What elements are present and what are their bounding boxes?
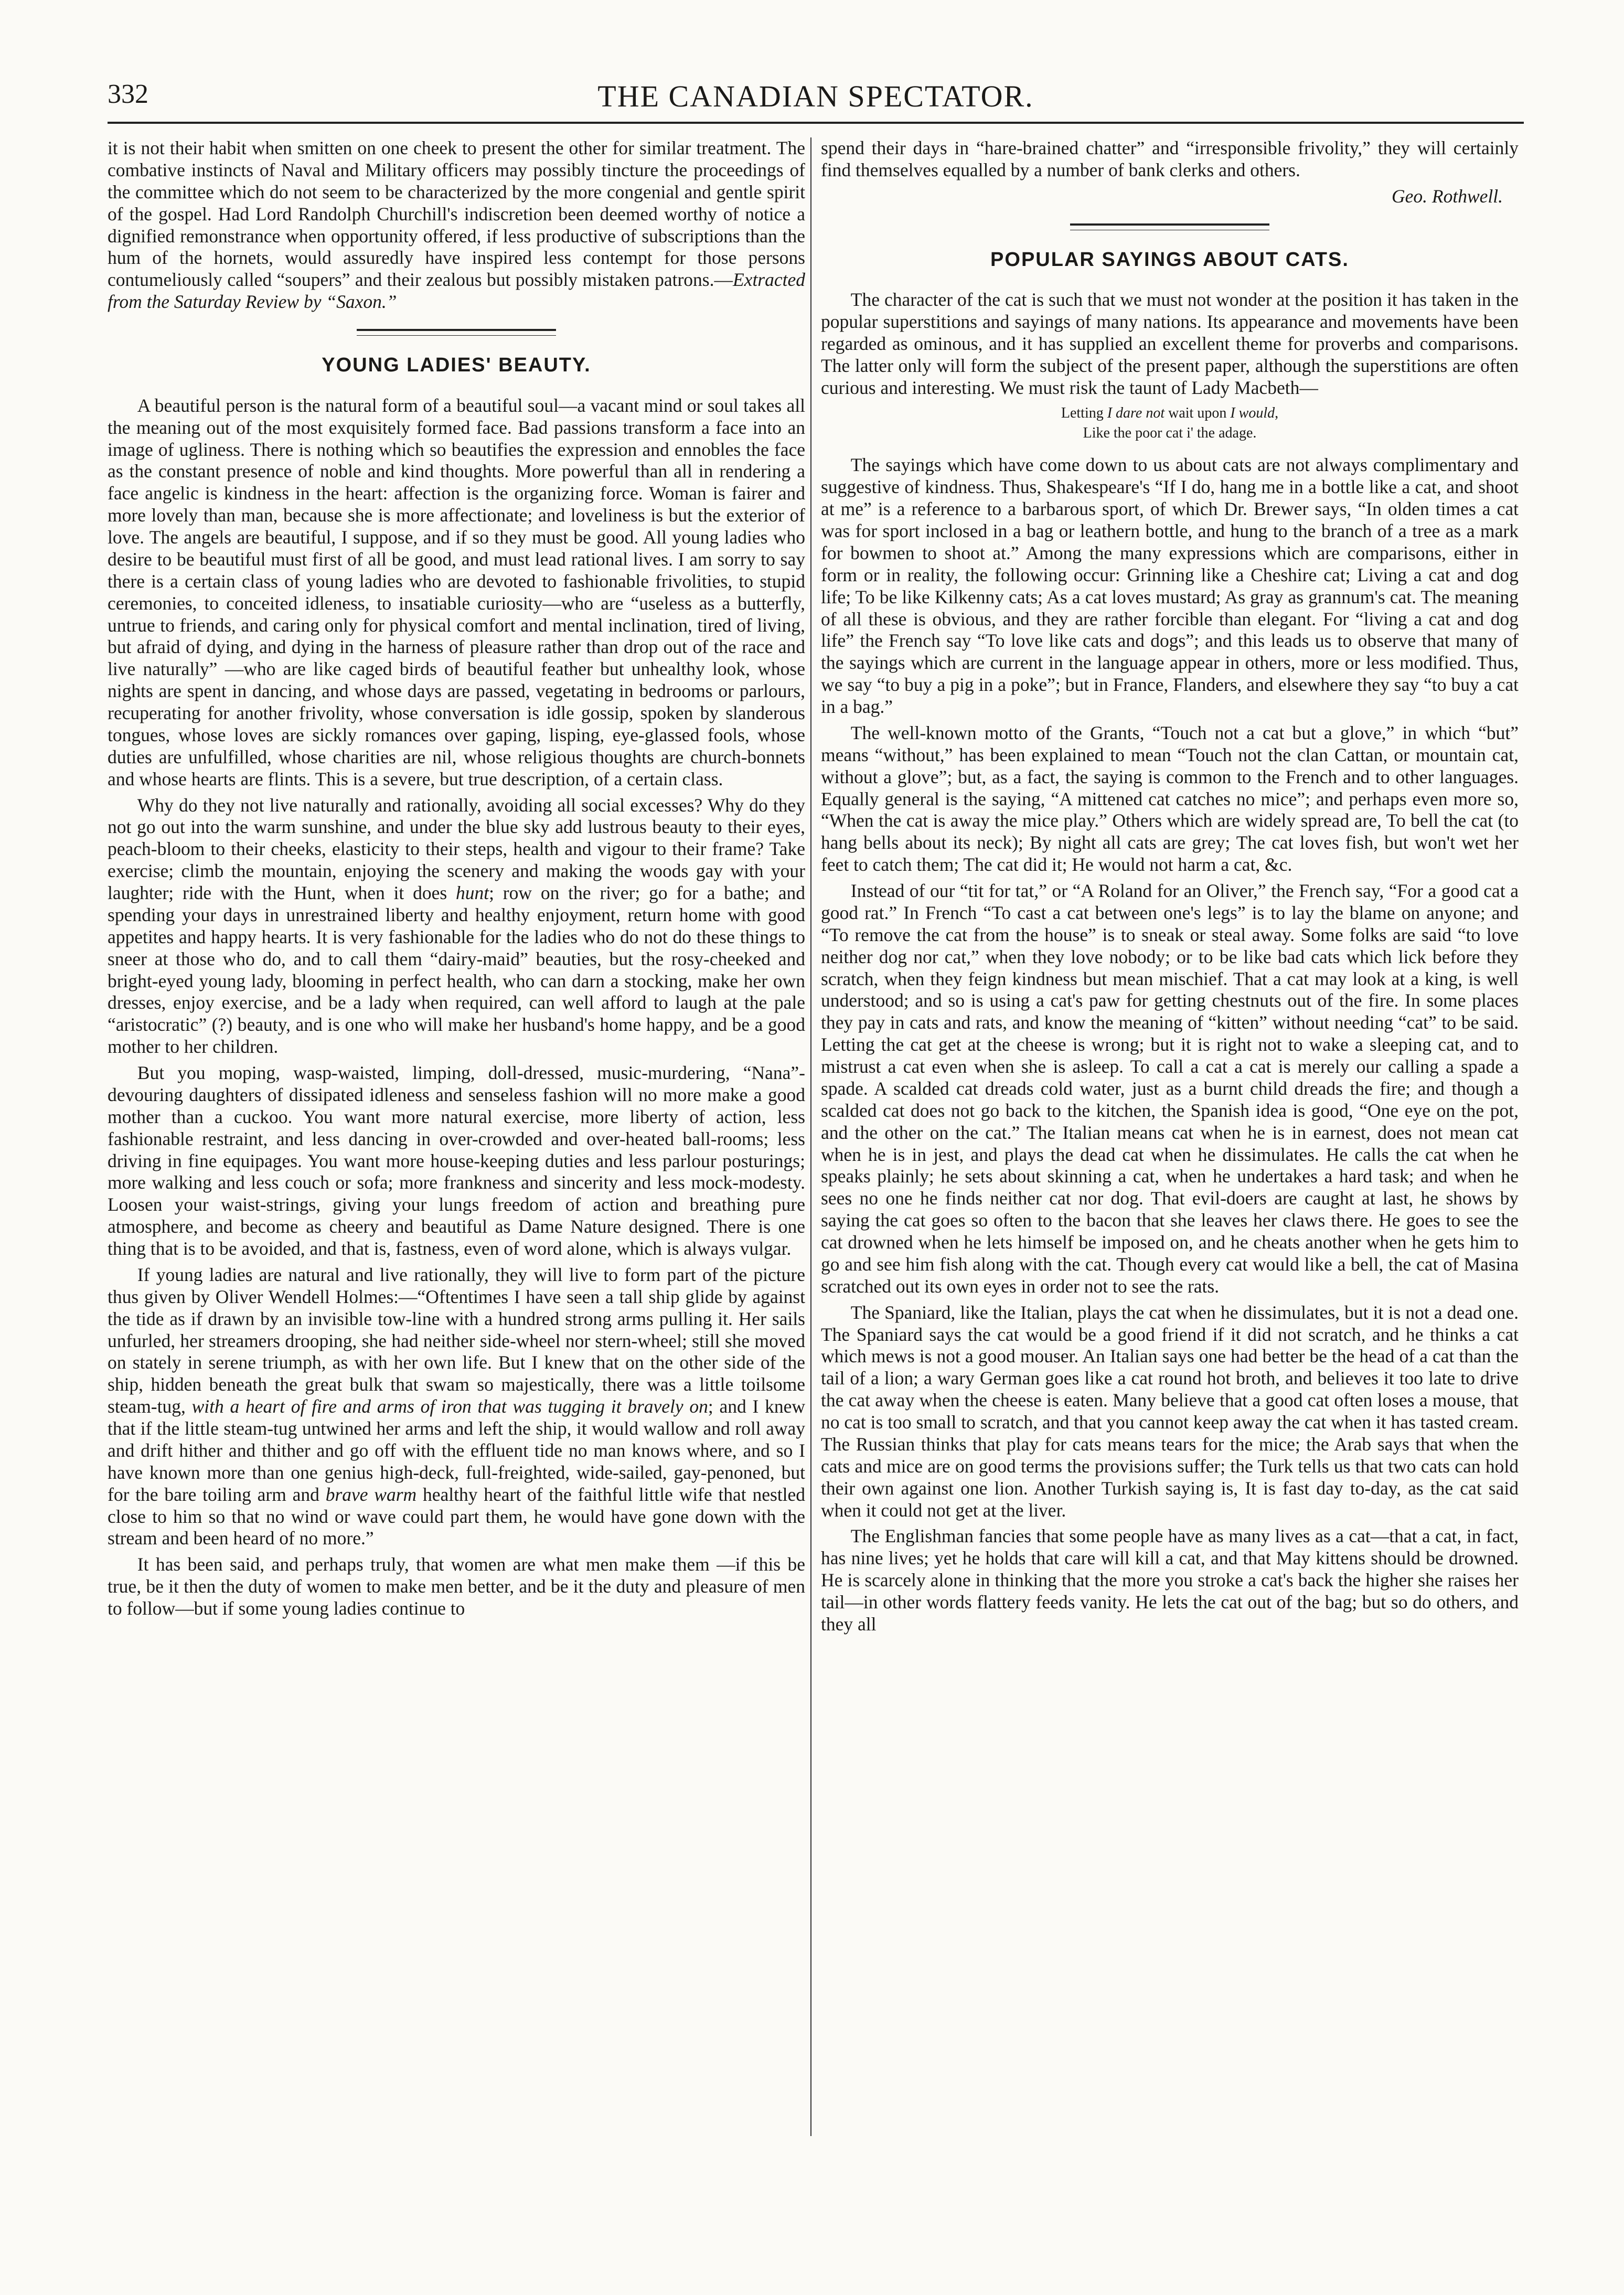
author-signature: Geo. Rothwell. <box>1392 185 1503 207</box>
paragraph: The character of the cat is such that we must not wonder at the position it has taken in the popular superstitions and sayings of many nations. Its appearance and movements have been regarded as ominous, and it has supplied an excellent theme for proverbs and comparisons. The latter only will form the subject of the present paper, although the superstitions are often curious and interesting. We must risk the taunt of Lady Macbeth— <box>821 289 1519 398</box>
article-heading-young-ladies: YOUNG LADIES' BEAUTY. <box>322 354 591 376</box>
header-rule <box>108 122 1524 124</box>
paragraph: Instead of our “tit for tat,” or “A Roland for an Oliver,” the French say, “For a good cat a good rat.” In French “To cast a cat between one's legs” is to lay the blame on anyone; and “To remove the cat from the house” is to sneak or steal away. Some folks are said “to love neither dog nor cat,” when they love nobody; or to be like bad cats which lick before they scratch, when they feign kindness but mean mischief. That a cat may look at a king, is well understood; and so is using a cat's paw for getting chestnuts out of the fire. In some places they pay in cats and rats, and know the meaning of “kitten” without needing “cat” to be said. Letting the cat get at the cheese is wrong; but it is right not to wake a sleeping cat, and to mistrust a cat even when she is asleep. To call a cat a cat is merely our calling a spade a spade. A scalded cat dreads cold water, just as a burnt child dreads the fire; and though a scalded cat does not go back to the kitchen, the Spanish idea is good, “One eye on the pot, and the other on the cat.” The Italian means cat when he is in earnest, does not mean cat when he is in jest, and plays the dead cat when he dissimulates. He calls the cat when he speaks plainly; he sets about skinning a cat, when he undertakes a hard task; and when he sees no one he finds neither cat nor dog. That evil-doers are caught at last, he shows by saying the cat goes so often to the bacon that she leaves her claws there. He goes to see the cat drowned when he lets himself be imposed on, and he cheats another when he gets him to go and see him fish along with the cat. Though every cat would like a bell, the cat of Masina scratched out its own eyes in order not to see the rats. <box>821 880 1519 1297</box>
article-continuation: it is not their habit when smitten on one cheek to present the other for similar treatment. The combative instincts of Naval and Military officers may possibly tincture the proceedings of the committee which do not seem to be characterized by the more congenial and gentle spirit of the gospel. Had Lord Randolph Churchill's indiscretion been deemed worthy of notice a dignified remonstrance when opportunity offered, if less productive of subscriptions than the hum of the hornets, would assuredly have inspired less contempt for those persons contumeliously called “soupers” and their zealous but possibly mistaken patrons.—Extracted from the Saturday Review by “Saxon.” <box>108 137 805 313</box>
paragraph: The Englishman fancies that some people have as many lives as a cat—that a cat, in fact, has nine lives; yet he holds that care will kill a cat, and that May kittens should be drowned. He is scarcely alone in thinking that the more you stroke a cat's back the higher she raises her tail—in other words flattery feeds vanity. He lets the cat out of the bag; but so do others, and they all <box>821 1525 1519 1635</box>
article-continuation: spend their days in “hare-brained chatter” and “irresponsible frivolity,” they will certainly find themselves equalled by a number of bank clerks and others. <box>821 137 1519 180</box>
verse-quote: Letting I dare not wait upon I would, Like the poor cat i' the adage. <box>1061 404 1279 441</box>
article-separator <box>357 329 556 336</box>
publication-title: THE CANADIAN SPECTATOR. <box>597 79 1034 113</box>
column-divider <box>810 137 811 2136</box>
paragraph: Why do they not live naturally and rationally, avoiding all social excesses? Why do they not go out into the warm sunshine, and under the blue sky add lustrous beauty to their eyes, peach-bloom to their cheeks, elasticity to their steps, health and vigour to their frame? Take exercise; climb the mountain, enjoying the scenery and making the woods gay with your laughter; ride with the Hunt, when it does hunt; row on the river; go for a bathe; and spending your days in unrestrained liberty and healthy enjoyment, return home with good appetites and happy hearts. It is very fashionable for the ladies who do not do these things to sneer at those who do, and to call them “dairy-maid” beauties, but the rosy-cheeked and bright-eyed young lady, blooming in perfect health, who can darn a stocking, make her own dresses, enjoy exercise, and be a lady when required, can well afford to laugh at the pale “aristocratic” (?) beauty, and is one who will make her husband's home happy, and be a good mother to her children. <box>108 794 805 1058</box>
paragraph: But you moping, wasp-waisted, limping, doll-dressed, music-murdering, “Nana”-devouring daughters of dissipated idleness and senseless fashion will no more make a good mother than a cuckoo. You want more natural exercise, more liberty of action, less fashionable restraint, and less dancing in over-crowded and over-heated ball-rooms; less driving in fine equipages. You want more house-keeping duties and less parlour posturings; more walking and less couch or sofa; more frankness and sincerity and less mock-modesty. Loosen your waist-strings, giving your lungs freedom of action and breathing pure atmosphere, and become as cheery and beautiful as Dame Nature designed. There is one thing that is to be avoided, and that is, fastness, even of word alone, which is always vulgar. <box>108 1062 805 1259</box>
paragraph: If young ladies are natural and live rationally, they will live to form part of the picture thus given by Oliver Wendell Holmes:—“Oftentimes I have seen a tall ship glide by against the tide as if drawn by an invisible tow-line with a hundred strong arms pulling it. Her sails unfurled, her streamers drooping, she had neither side-wheel nor stern-wheel; still she moved on stately in serene triumph, as with her own life. But I knew that on the other side of the ship, hidden beneath the great bulk that swam so majestically, there was a little toilsome steam-tug, with a heart of fire and arms of iron that was tugging it bravely on; and I knew that if the little steam-tug untwined her arms and left the ship, it would wallow and roll away and drift hither and thither and go off with the effluent tide no man knows where, and so I have known more than one genius high-deck, full-freighted, wide-sailed, gay-penoned, but for the bare toiling arm and brave warm healthy heart of the faithful little wife that nestled close to him so that no wind or wave could part them, he would have gone down with the stream and been heard of no more.” <box>108 1264 806 1549</box>
article-separator <box>1070 223 1269 230</box>
right-column <box>821 137 1519 1640</box>
page-header <box>108 79 1524 121</box>
page-number: 332 <box>108 79 148 109</box>
left-column <box>108 137 805 1624</box>
source-credit: Extracted from the Saturday Review by “Saxon.” <box>108 269 805 313</box>
article-heading-cats: POPULAR SAYINGS ABOUT CATS. <box>990 248 1349 271</box>
paragraph: The well-known motto of the Grants, “Touch not a cat but a glove,” in which “but” means “without,” has been explained to mean “Touch not the clan Cattan, or mountain cat, without a glove”; but, as a fact, the saying is common to the French and to other languages. Equally general is the saying, “A mittened cat catches no mice”; and perhaps even more so, “When the cat is away the mice play.” Others which are widely spread are, To bell the cat (to hang bells about its neck); By night all cats are grey; The cat loves fish, but won't wet her feet to catch them; The cat did it; He would not harm a cat, &c. <box>821 722 1519 876</box>
paragraph: The Spaniard, like the Italian, plays the cat when he dissimulates, but it is not a dead one. The Spaniard says the cat would be a good friend if it did not scratch, and he thinks a cat which mews is not a good mouser. An Italian says one had better be the head of a cat than the tail of a lion; a wary German goes like a cat round hot broth, and believes it too late to drive the cat away when the cheese is eaten. Many believe that a good cat often loses a mouse, that no cat is too small to scratch, and that you cannot keep away the cat when it has tasted cream. The Russian thinks that play for cats means tears for the mice; the Arab says that when the cats and mice are on good terms the provisions suffer; the Turk tells us that two cats can hold their own against one lion. Another Turkish saying is, It is fast day to-day, as the cat said when it could not get at the liver. <box>821 1301 1519 1521</box>
paragraph: A beautiful person is the natural form of a beautiful soul—a vacant mind or soul takes all the meaning out of the most exquisitely formed face. Bad passions transform a face into an image of ugliness. There is nothing which so beautifies the expression and ennobles the face as the constant presence of noble and kind thoughts. More powerful than all in rendering a face angelic is kindness in the heart: affection is the organizing force. Woman is fairer and more lovely than man, because she is more affectionate; and loveliness is but the exterior of love. The angels are beautiful, I suppose, and if so they must be good. All young ladies who desire to be beautiful must first of all be good, and must lead rational lives. I am sorry to say there is a certain class of young ladies who are devoted to fashionable frivolities, to stupid ceremonies, to conceited idleness, to insatiable curiosity—who are “useless as a butterfly, untrue to friends, and caring only for physical comfort and mental inclination, tired of living, but afraid of dying, and dying in the harness of pleasure rather than drop out of the race and live naturally” —who are like caged birds of beautiful feather but unhealthy look, whose nights are spent in dancing, and whose days are passed, vegetating in bedrooms or parlours, recuperating for another frivolity, whose conversation is idle gossip, spoken by slanderous tongues, whose loves are sickly romances over gaping, lisping, eye-glassed fools, whose duties are unfulfilled, whose charities are nil, whose religious thoughts are church-bonnets and whose hearts are flints. This is a severe, but true description, of a certain class. <box>108 394 805 789</box>
paragraph: The sayings which have come down to us about cats are not always complimentary and suggestive of kindness. Thus, Shakespeare's “If I do, hang me in a bottle like a cat, and shoot at me” is a reference to a barbarous sport, of which Dr. Brewer says, “In olden times a cat was for sport inclosed in a bag or leathern bottle, and hung to the branch of a tree as a mark for bowmen to shoot at.” Among the many expressions which are comparisons, either in form or in reality, the following occur: Grinning like a Cheshire cat; Living a cat and dog life; To be like Kilkenny cats; As a cat loves mustard; As gray as grannum's cat. The meaning of all these is obvious, and they are rather forcible than elegant. For “living a cat and dog life” the French say “To love like cats and dogs”; and this leads us to observe that many of the sayings which are current in the language appear in others, more or less modified. Thus, we say “to buy a pig in a poke”; but in France, Flanders, and elsewhere they say “to buy a cat in a bag.” <box>821 454 1519 718</box>
paragraph: It has been said, and perhaps truly, that women are what men make them —if this be true, be it then the duty of women to make men better, and be it the duty and pleasure of men to follow—but if some young ladies continue to <box>108 1554 805 1619</box>
